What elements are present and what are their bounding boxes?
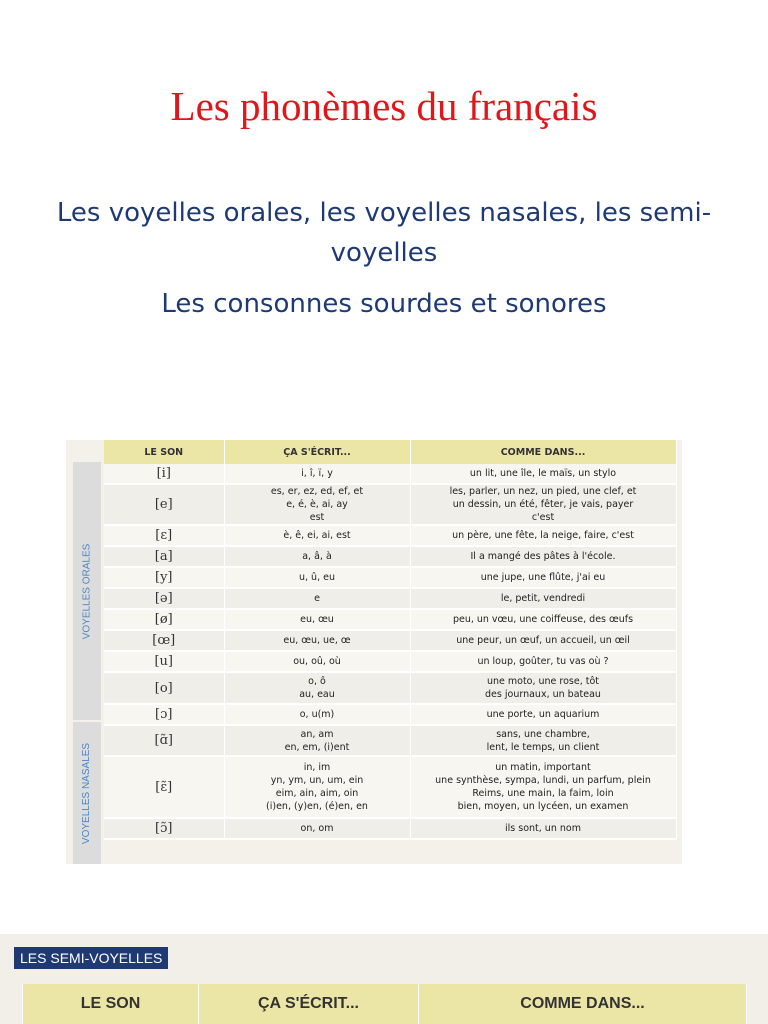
son-cell: [ə]	[104, 588, 224, 609]
example-cell: un père, une fête, la neige, faire, c'est	[410, 525, 676, 546]
header-exemple: COMME DANS...	[410, 440, 676, 464]
example-cell: sans, une chambre, lent, le temps, un client	[410, 725, 676, 756]
son-cell: [ɔ]	[104, 704, 224, 725]
spelling-cell: e	[224, 588, 410, 609]
spelling-cell: in, im yn, ym, un, um, ein eim, ain, aim, oin (i)en, (y)en, (é)en, en	[224, 756, 410, 818]
side-label-nasales: VOYELLES NASALES	[73, 722, 101, 864]
phoneme-table-image	[66, 440, 682, 864]
spelling-cell: eu, œu	[224, 609, 410, 630]
semi-voyelles-table	[22, 984, 747, 1024]
son-cell: [e]	[104, 484, 224, 525]
son-cell: [ɑ̃]	[104, 725, 224, 756]
semi-header-ecrit: ÇA S'ÉCRIT...	[199, 984, 419, 1024]
son-cell: [œ]	[104, 630, 224, 651]
example-cell: Il a mangé des pâtes à l'école.	[410, 546, 676, 567]
example-cell: le, petit, vendredi	[410, 588, 676, 609]
table-row	[104, 818, 676, 839]
example-cell: une jupe, une flûte, j'ai eu	[410, 567, 676, 588]
example-cell: un loup, goûter, tu vas où ?	[410, 651, 676, 672]
son-cell: [ɛ̃]	[104, 756, 224, 818]
table-row	[104, 704, 676, 725]
example-cell: ils sont, un nom	[410, 818, 676, 839]
son-cell: [ɛ]	[104, 525, 224, 546]
spelling-cell: i, î, ï, y	[224, 464, 410, 484]
spelling-cell: è, ê, ei, ai, est	[224, 525, 410, 546]
spelling-cell: o, ô au, eau	[224, 672, 410, 704]
example-cell: une moto, une rose, tôt des journaux, un bateau	[410, 672, 676, 704]
spelling-cell: u, û, eu	[224, 567, 410, 588]
spelling-cell: on, om	[224, 818, 410, 839]
table-header-row	[104, 440, 676, 464]
phoneme-table	[104, 440, 677, 840]
son-cell: [ø]	[104, 609, 224, 630]
semi-header-row	[23, 984, 747, 1024]
page-title: Les phonèmes du français	[170, 83, 598, 129]
son-cell: [i]	[104, 464, 224, 484]
table-row	[104, 588, 676, 609]
example-cell: une peur, un œuf, un accueil, un œil	[410, 630, 676, 651]
subtitle-vowels: Les voyelles orales, les voyelles nasales, les semi-voyelles	[56, 198, 712, 268]
son-cell: [ɔ̃]	[104, 818, 224, 839]
semi-header-son: LE SON	[23, 984, 199, 1024]
example-cell: un lit, une île, le maïs, un stylo	[410, 464, 676, 484]
header-son: LE SON	[104, 440, 224, 464]
subtitle-consonants: Les consonnes sourdes et sonores	[161, 289, 607, 319]
side-label-orales: VOYELLES ORALES	[73, 462, 101, 720]
spelling-cell: a, â, à	[224, 546, 410, 567]
spelling-cell: an, am en, em, (i)ent	[224, 725, 410, 756]
semi-header-exemple: COMME DANS...	[419, 984, 747, 1024]
example-cell: peu, un vœu, une coiffeuse, des œufs	[410, 609, 676, 630]
semi-voyelles-label: LES SEMI-VOYELLES	[14, 947, 168, 969]
table-row	[104, 484, 676, 525]
son-cell: [o]	[104, 672, 224, 704]
spelling-cell: eu, œu, ue, œ	[224, 630, 410, 651]
son-cell: [a]	[104, 546, 224, 567]
spelling-cell: o, u(m)	[224, 704, 410, 725]
table-row	[104, 464, 676, 484]
table-row	[104, 525, 676, 546]
example-cell: une porte, un aquarium	[410, 704, 676, 725]
table-row	[104, 756, 676, 818]
son-cell: [u]	[104, 651, 224, 672]
table-row	[104, 609, 676, 630]
example-cell: les, parler, un nez, un pied, une clef, et un dessin, un été, fêter, je vais, payer c'est	[410, 484, 676, 525]
semi-voyelles-section	[0, 934, 768, 1024]
table-row	[104, 567, 676, 588]
header-ecrit: ÇA S'ÉCRIT...	[224, 440, 410, 464]
spelling-cell: ou, oû, où	[224, 651, 410, 672]
spelling-cell: es, er, ez, ed, ef, et e, é, è, ai, ay est	[224, 484, 410, 525]
table-row	[104, 546, 676, 567]
example-cell: un matin, important une synthèse, sympa, lundi, un parfum, plein Reims, une main, la faim, loin bien, moyen, un lycéen, un examen	[410, 756, 676, 818]
table-row	[104, 651, 676, 672]
table-row	[104, 672, 676, 704]
table-row	[104, 725, 676, 756]
son-cell: [y]	[104, 567, 224, 588]
table-row	[104, 630, 676, 651]
